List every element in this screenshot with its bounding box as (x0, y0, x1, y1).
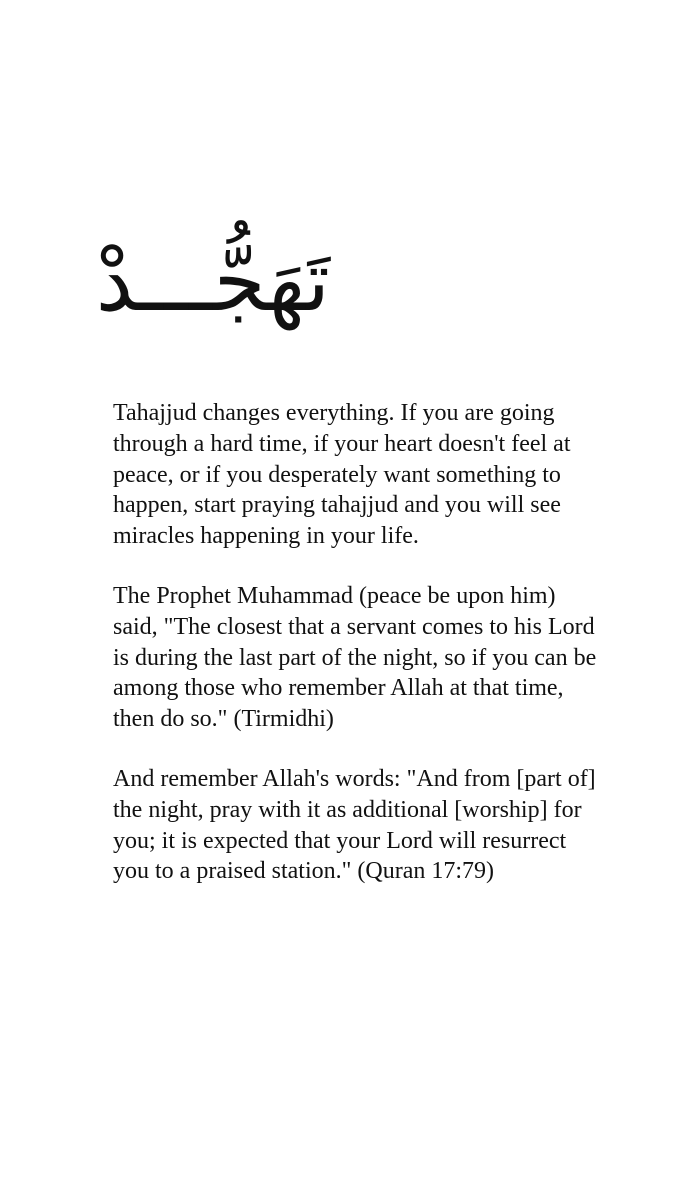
tahajjud-text (113, 398, 603, 887)
arabic-calligraphy-title: تَهَجُّـــدْ (95, 232, 330, 330)
paragraph-quran-quote: And remember Allah's words: "And from [part of] the night, pray with it as additional [worship] for you; it is expected that your Lord will resurrect you to a praised station." (Quran 17:79) (113, 765, 596, 885)
paragraph-hadith-quote: The Prophet Muhammad (peace be upon him) said, "The closest that a servant comes to his Lord is during the last part of the night, so if you can be among those who remember Allah at that time, then do so." (Tirmidhi) (113, 582, 597, 733)
paragraph-tahajjud-benefits: Tahajjud changes everything. If you are going through a hard time, if your heart doesn't feel at peace, or if you desperately want something to happen, start praying tahajjud and you will see miracles happening in your life. (113, 400, 571, 550)
